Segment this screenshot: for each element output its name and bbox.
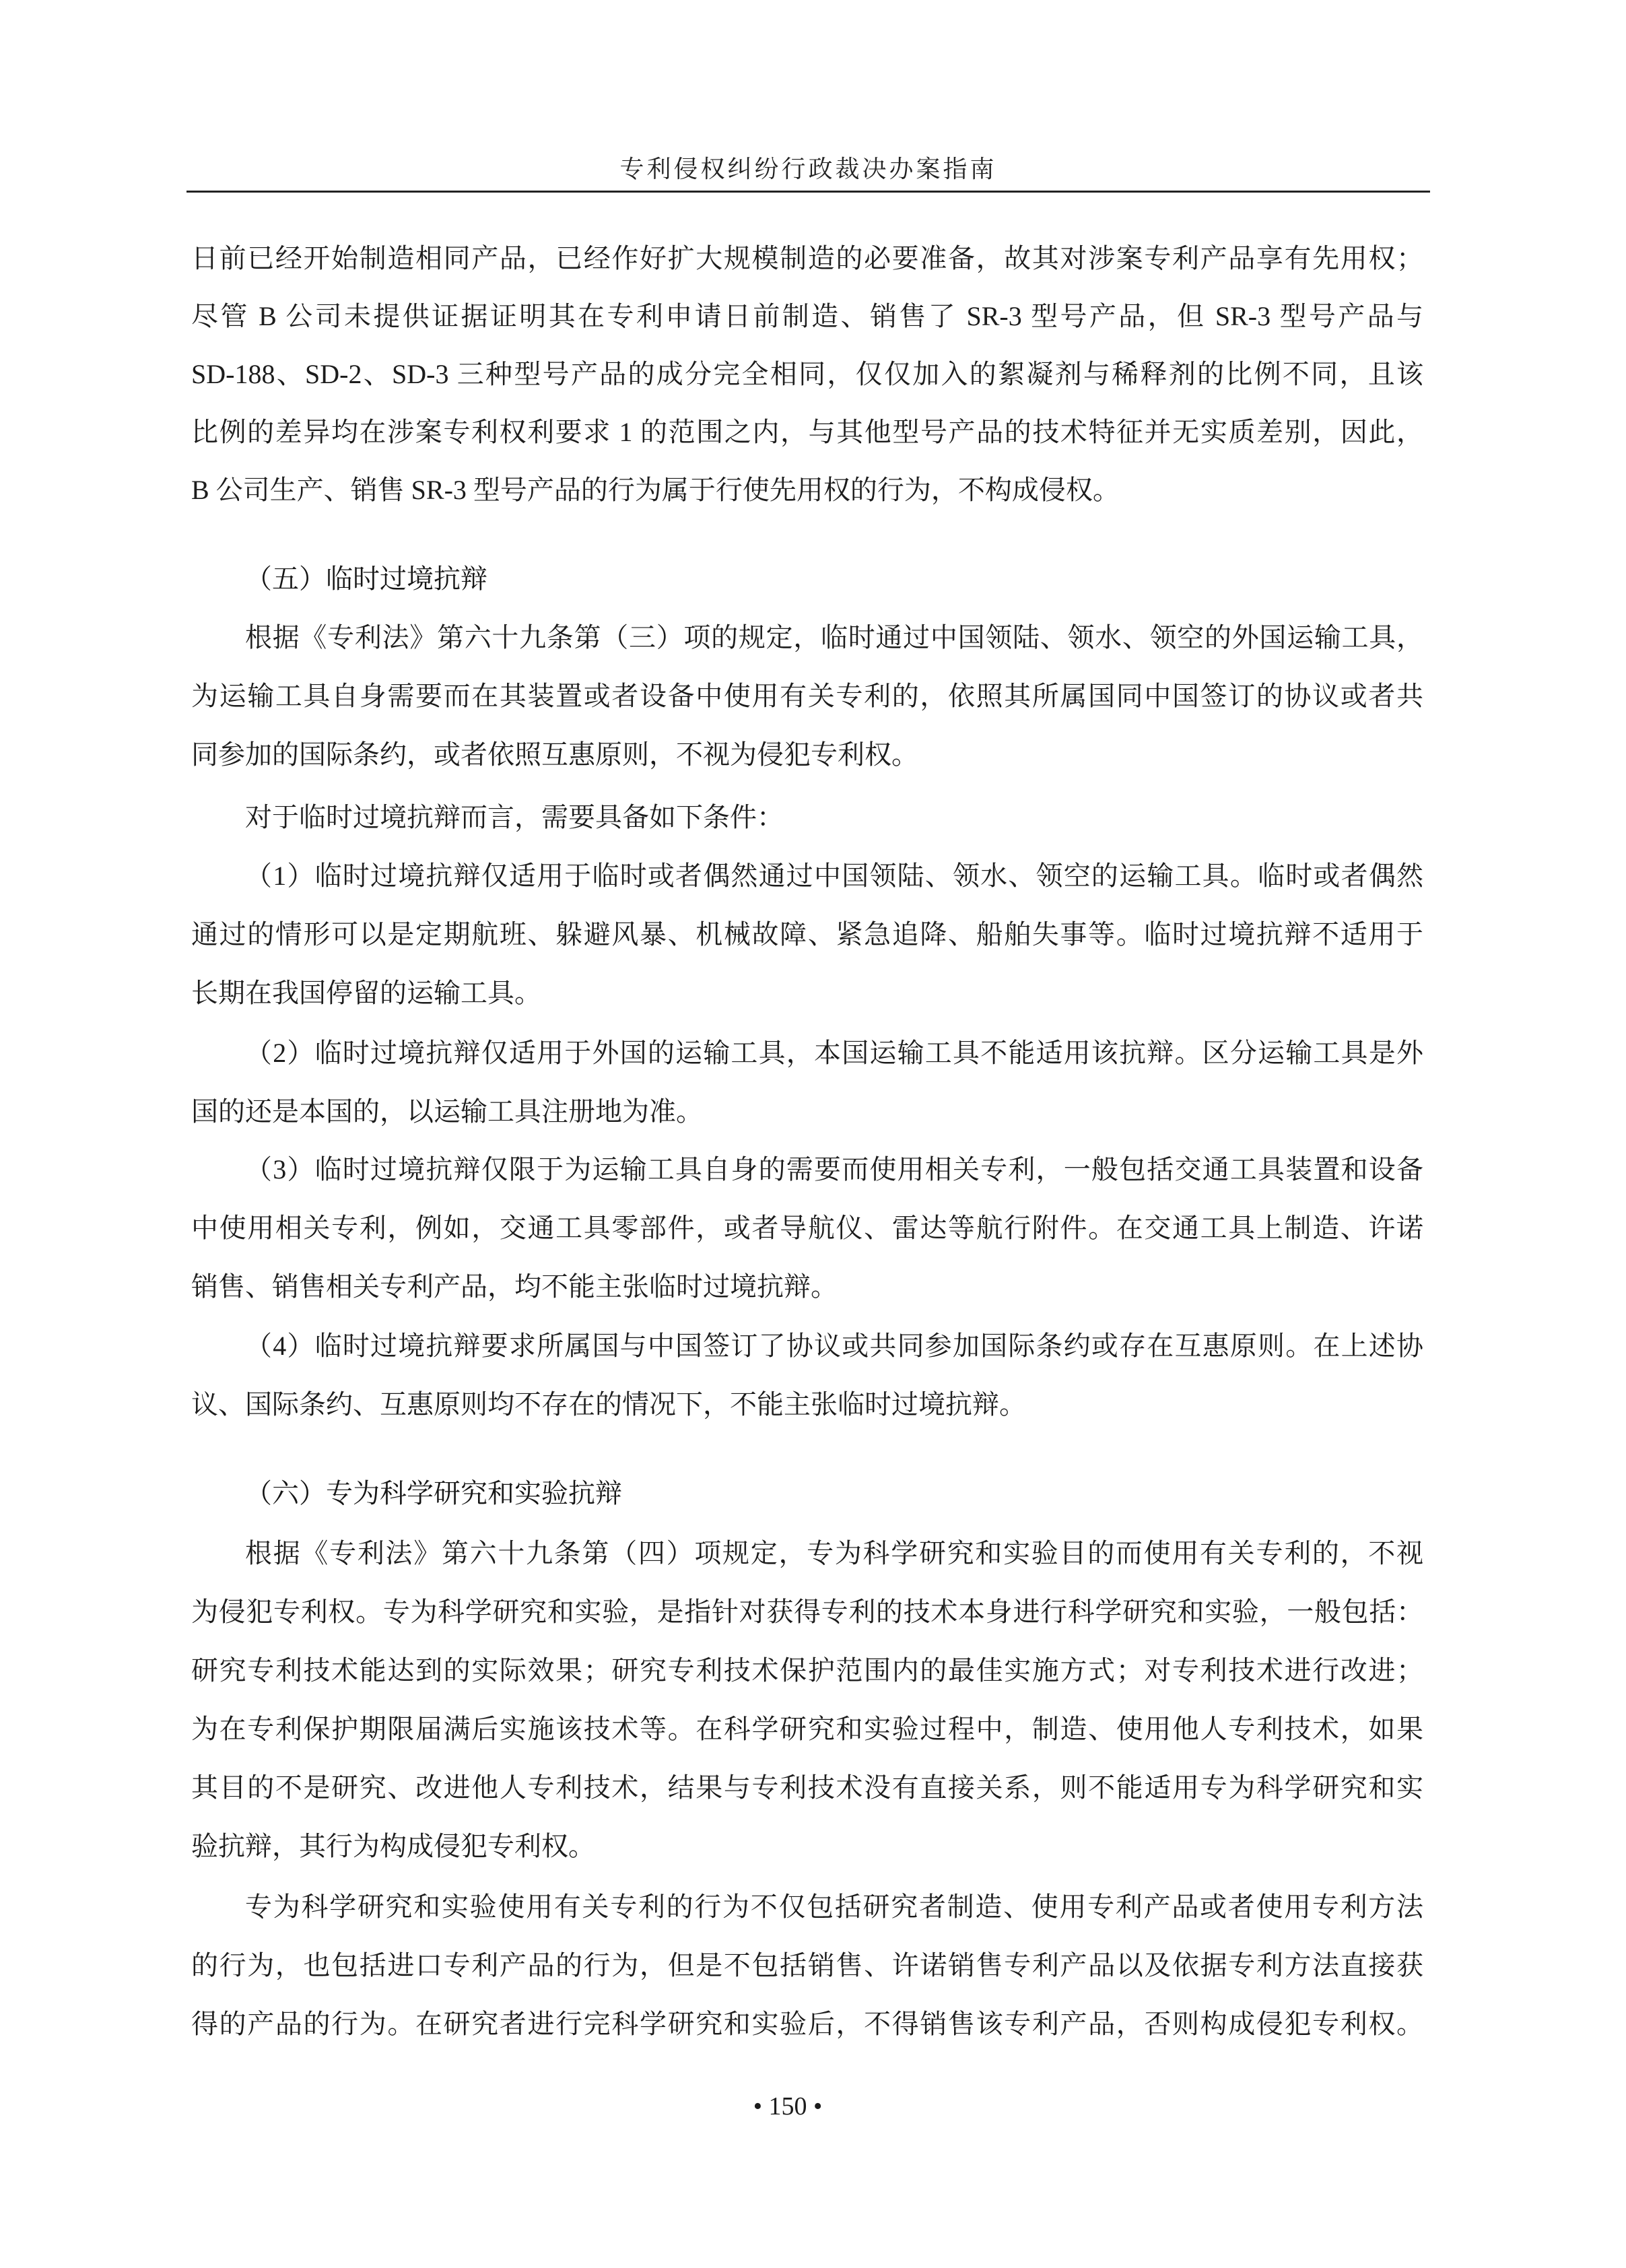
list-item [191, 1024, 1423, 1141]
paragraph [191, 1877, 1423, 2053]
list-item [191, 1140, 1423, 1316]
paragraph-line: 根据《专利法》第六十九条第（四）项规定，专为科学研究和实验目的而使用有关专利的，不视 [245, 1538, 1423, 1568]
running-header-title: 专利侵权纠纷行政裁决办案指南 [619, 156, 997, 183]
paragraph-line: SD-188、SD-2、SD-3 三种型号产品的成分完全相同，仅仅加入的絮凝剂与稀释剂的比例不同，且该 [191, 359, 1423, 389]
section-heading-block [191, 1465, 1423, 1523]
list-item [191, 1316, 1423, 1434]
paragraph [191, 1524, 1423, 1875]
paragraph-line: 为在专利保护期限届满后实施该技术等。在科学研究和实验过程中，制造、使用他人专利技术，如果 [191, 1714, 1423, 1744]
list-item [191, 846, 1423, 1022]
paragraph-line: 同参加的国际条约，或者依照互惠原则，不视为侵犯专利权。 [191, 739, 918, 770]
paragraph-line: 比例的差异均在涉案专利权利要求 1 的范围之内，与其他型号产品的技术特征并无实质差别，因此， [191, 417, 1423, 447]
paragraph [191, 230, 1423, 519]
paragraph-line: 通过的情形可以是定期航班、躲避风暴、机械故障、紧急追降、船舶失事等。临时过境抗辩不适用于 [191, 919, 1423, 949]
paragraph-line: （4）临时过境抗辩要求所属国与中国签订了协议或共同参加国际条约或存在互惠原则。在上述协 [245, 1331, 1423, 1361]
section-heading: （六）专为科学研究和实验抗辩 [245, 1479, 622, 1508]
paragraph-line: （3）临时过境抗辩仅限于为运输工具自身的需要而使用相关专利，一般包括交通工具装置和设备 [245, 1154, 1423, 1185]
paragraph-line: 其目的不是研究、改进他人专利技术，结果与专利技术没有直接关系，则不能适用专为科学研究和实 [191, 1772, 1423, 1803]
paragraph-line: 销售、销售相关专利产品，均不能主张临时过境抗辩。 [191, 1271, 838, 1302]
paragraph-line: 得的产品的行为。在研究者进行完科学研究和实验后，不得销售该专利产品，否则构成侵犯专利权。 [191, 2009, 1423, 2039]
paragraph-line: 为运输工具自身需要而在其装置或者设备中使用有关专利的，依照其所属国同中国签订的协议或者共 [191, 681, 1423, 711]
section-heading-block [191, 550, 1423, 609]
paragraph-line: 的行为，也包括进口专利产品的行为，但是不包括销售、许诺销售专利产品以及依据专利方法直接获 [191, 1950, 1423, 1980]
paragraph-line: 专为科学研究和实验使用有关专利的行为不仅包括研究者制造、使用专利产品或者使用专利方法 [245, 1892, 1423, 1922]
paragraph [191, 608, 1423, 784]
paragraph-line: （2）临时过境抗辩仅适用于外国的运输工具，本国运输工具不能适用该抗辩。区分运输工具是外 [245, 1038, 1423, 1068]
paragraph-line: 中使用相关专利，例如，交通工具零部件，或者导航仪、雷达等航行附件。在交通工具上制造、许诺 [191, 1213, 1423, 1243]
paragraph-line: 研究专利技术能达到的实际效果；研究专利技术保护范围内的最佳实施方式；对专利技术进行改进； [191, 1655, 1423, 1686]
paragraph-line: 国的还是本国的，以运输工具注册地为准。 [191, 1096, 703, 1127]
paragraph-line: 日前已经开始制造相同产品，已经作好扩大规模制造的必要准备，故其对涉案专利产品享有先用权； [191, 243, 1423, 273]
paragraph-line: 尽管 B 公司未提供证据证明其在专利申请日前制造、销售了 SR-3 型号产品，但 SR-3 型号产品与 [191, 301, 1423, 331]
paragraph-line: B 公司生产、销售 SR-3 型号产品的行为属于行使先用权的行为，不构成侵权。 [191, 475, 1120, 505]
paragraph-line: 验抗辩，其行为构成侵犯专利权。 [191, 1831, 595, 1861]
page-number: • 150 • [753, 2092, 823, 2121]
paragraph-line: 根据《专利法》第六十九条第（三）项的规定，临时通过中国领陆、领水、领空的外国运输工具， [245, 622, 1423, 653]
section-heading: （五）临时过境抗辩 [245, 564, 487, 594]
paragraph [191, 788, 1423, 846]
paragraph-line: 长期在我国停留的运输工具。 [191, 978, 541, 1008]
paragraph-line: 对于临时过境抗辩而言，需要具备如下条件： [245, 802, 784, 832]
paragraph-line: 议、国际条约、互惠原则均不存在的情况下，不能主张临时过境抗辩。 [191, 1389, 1026, 1420]
paragraph-line: 为侵犯专利权。专为科学研究和实验，是指针对获得专利的技术本身进行科学研究和实验，一般包括： [191, 1597, 1423, 1627]
paragraph-line: （1）临时过境抗辩仅适用于临时或者偶然通过中国领陆、领水、领空的运输工具。临时或者偶然 [245, 861, 1423, 891]
header-rule [187, 191, 1430, 193]
